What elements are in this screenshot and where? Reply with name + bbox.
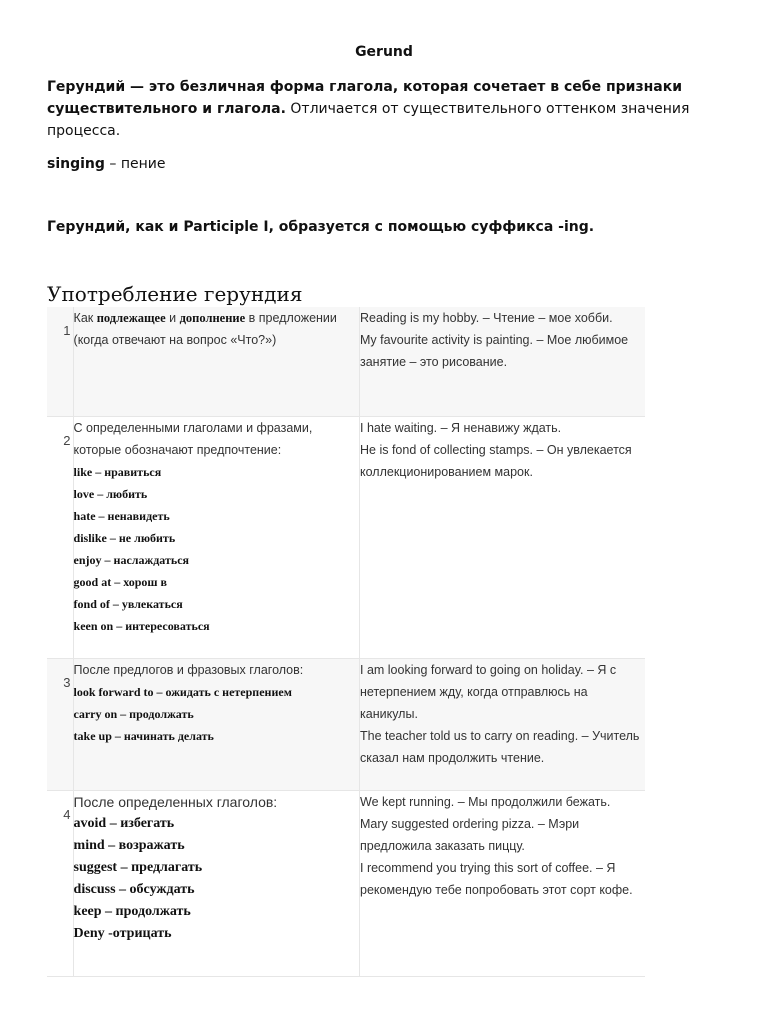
example-word: singing — [47, 156, 105, 172]
examples-cell — [360, 790, 646, 976]
example-sentence: I recommend you trying this sort of coffee. – Я рекомендую тебе попробовать этот сорт кофе. — [360, 860, 633, 897]
vocab-item: suggest – предлагать — [73, 859, 203, 875]
table-row — [47, 790, 645, 976]
example-sentence: We kept running. – Мы продолжили бежать. — [360, 794, 611, 809]
examples-cell — [360, 416, 646, 658]
example-sentence: The teacher told us to carry on reading. – Учитель сказал нам продолжить чтение. — [360, 728, 640, 765]
formation-suffix: -ing. — [558, 219, 595, 235]
gerund-usage-table — [47, 307, 645, 977]
rule-cell — [73, 790, 359, 976]
vocab-item: love – любить — [73, 486, 148, 501]
row-number: 3 — [63, 674, 71, 690]
table-row — [47, 416, 645, 658]
rule-text-part: в предложении (когда отвечают на вопрос «Что?») — [73, 311, 337, 347]
vocab-item: like – нравиться — [73, 464, 162, 479]
example-sentence: He is fond of collecting stamps. – Он увлекается коллекционированием марок. — [360, 442, 632, 479]
table-row — [47, 307, 645, 416]
section-heading: Употребление герундия — [47, 282, 303, 306]
example-sentence: I hate waiting. – Я ненавижу ждать. — [360, 420, 562, 435]
intro-bold-text: Герундий — это безличная форма глагола, которая сочетает в себе признаки существительного и глагола. — [47, 79, 683, 117]
formation-text: Герундий, как и Participle I, образуется с помощью суффикса — [47, 219, 559, 235]
example-line — [47, 153, 165, 175]
vocab-item: Deny -отрицать — [73, 925, 172, 941]
vocab-item: keep – продолжать — [73, 903, 191, 919]
formation-paragraph — [47, 216, 737, 238]
example-sentence: Reading is my hobby. – Чтение – мое хобби. — [360, 311, 613, 325]
intro-paragraph — [47, 76, 727, 142]
example-sentence: I am looking forward to going on holiday. – Я с нетерпением жду, когда отправлюсь на каникулы. — [360, 662, 617, 721]
rule-cell — [73, 307, 359, 416]
examples-cell — [360, 658, 646, 790]
rule-term-object: дополнение — [179, 311, 246, 325]
example-sentence: Mary suggested ordering pizza. – Мэри предложила заказать пиццу. — [360, 816, 580, 853]
rule-cell — [73, 416, 359, 658]
example-translation: – пение — [104, 156, 166, 172]
table-row — [47, 658, 645, 790]
vocab-item: mind – возражать — [73, 837, 185, 853]
rule-text-part: Как — [73, 311, 97, 325]
row-number: 1 — [63, 323, 71, 338]
rule-text: После определенных глаголов: — [73, 793, 278, 810]
vocab-item: fond of – увлекаться — [73, 596, 183, 611]
rule-text — [74, 307, 359, 351]
vocab-item: enjoy – наслаждаться — [73, 552, 190, 567]
vocab-item: avoid – избегать — [73, 815, 175, 831]
intro-regular-text: Отличается от существительного оттенком значения процесса. — [47, 101, 690, 139]
document-title: Gerund — [355, 44, 413, 60]
rule-text: С определенными глаголами и фразами, которые обозначают предпочтение: — [73, 420, 313, 457]
row-number: 4 — [63, 806, 71, 822]
vocab-item: hate – ненавидеть — [73, 508, 170, 523]
vocab-item: keen on – интересоваться — [73, 618, 210, 633]
vocab-item: discuss – обсуждать — [73, 881, 195, 897]
vocab-item: take up – начинать делать — [73, 728, 214, 743]
rule-text-part: и — [165, 311, 180, 325]
vocab-item: good at – хорош в — [73, 574, 168, 589]
row-number: 2 — [63, 432, 71, 448]
vocab-item: dislike – не любить — [73, 530, 176, 545]
rule-cell — [73, 658, 359, 790]
rule-term-subject: подлежащее — [96, 311, 166, 325]
example-sentence: My favourite activity is painting. – Мое любимое занятие – это рисование. — [360, 333, 629, 369]
vocab-item: look forward to – ожидать с нетерпением — [73, 684, 292, 699]
examples-cell — [360, 307, 646, 416]
rule-text: После предлогов и фразовых глаголов: — [73, 662, 304, 677]
vocab-item: carry on – продолжать — [73, 706, 194, 721]
